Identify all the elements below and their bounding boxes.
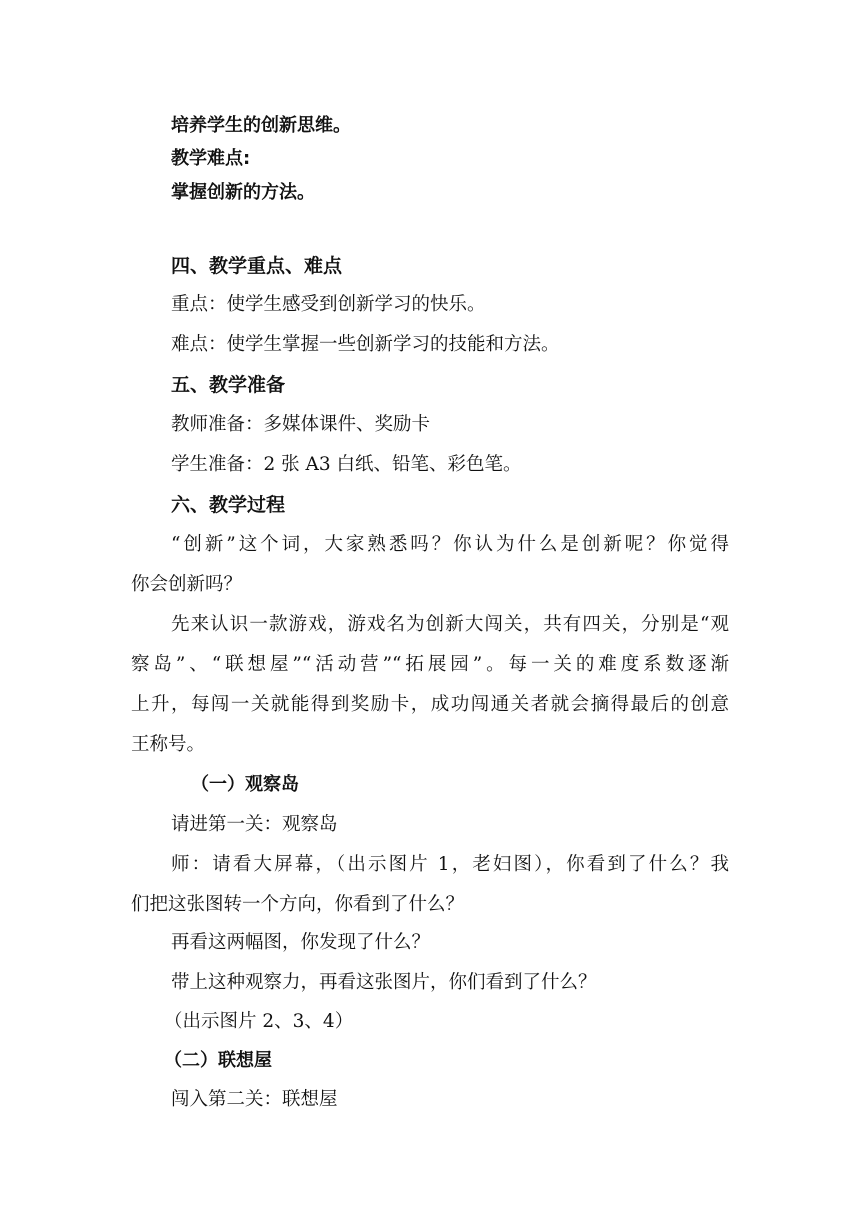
paragraph-line: 们把这张图转一个方向，你看到了什么？ bbox=[131, 894, 465, 915]
text-line: 闯入第二关：联想屋 bbox=[171, 1089, 338, 1110]
section-heading: 五、教学准备 bbox=[171, 374, 286, 396]
text-line: 教学难点: bbox=[171, 148, 251, 169]
paragraph-line: 察岛”、“联想屋”“活动营”“拓展园”。每一关的难度系数逐渐 bbox=[131, 654, 729, 675]
paragraph-line: 上升，每闯一关就能得到奖励卡，成功闯通关者就会摘得最后的创意 bbox=[131, 694, 729, 715]
paragraph bbox=[131, 852, 729, 932]
text-line: 请进第一关：观察岛 bbox=[171, 814, 338, 835]
paragraph-line: 王称号。 bbox=[131, 734, 206, 755]
text-line: 教师准备：多媒体课件、奖励卡 bbox=[171, 414, 431, 435]
text-line: 学生准备：2 张 A3 白纸、铅笔、彩色笔。 bbox=[171, 454, 522, 475]
text-line: 带上这种观察力，再看这张图片，你们看到了什么？ bbox=[171, 972, 597, 993]
text-line: 再看这两幅图，你发现了什么？ bbox=[171, 932, 431, 953]
subsection-heading: （一）观察岛 bbox=[191, 774, 299, 795]
text-line: 难点：使学生掌握一些创新学习的技能和方法。 bbox=[171, 334, 560, 355]
paragraph-line: 师：请看大屏幕，（出示图片 1，老妇图），你看到了什么？我 bbox=[171, 854, 729, 875]
paragraph bbox=[131, 532, 729, 612]
paragraph-line: 你会创新吗？ bbox=[131, 574, 243, 595]
paragraph-line: 先来认识一款游戏，游戏名为创新大闯关，共有四关，分别是“观 bbox=[171, 614, 729, 635]
section-heading: 四、教学重点、难点 bbox=[171, 255, 343, 277]
text-line: 培养学生的创新思维。 bbox=[171, 115, 351, 136]
text-line: （出示图片 2、3、4） bbox=[164, 1011, 354, 1032]
subsection-heading: （二）联想屋 bbox=[164, 1050, 272, 1071]
text-line: 掌握创新的方法。 bbox=[171, 182, 315, 203]
section-heading: 六、教学过程 bbox=[171, 494, 286, 516]
paragraph bbox=[131, 612, 729, 772]
paragraph-line: “创新”这个词，大家熟悉吗？你认为什么是创新呢？你觉得 bbox=[171, 534, 729, 555]
text-line: 重点：使学生感受到创新学习的快乐。 bbox=[171, 294, 486, 315]
